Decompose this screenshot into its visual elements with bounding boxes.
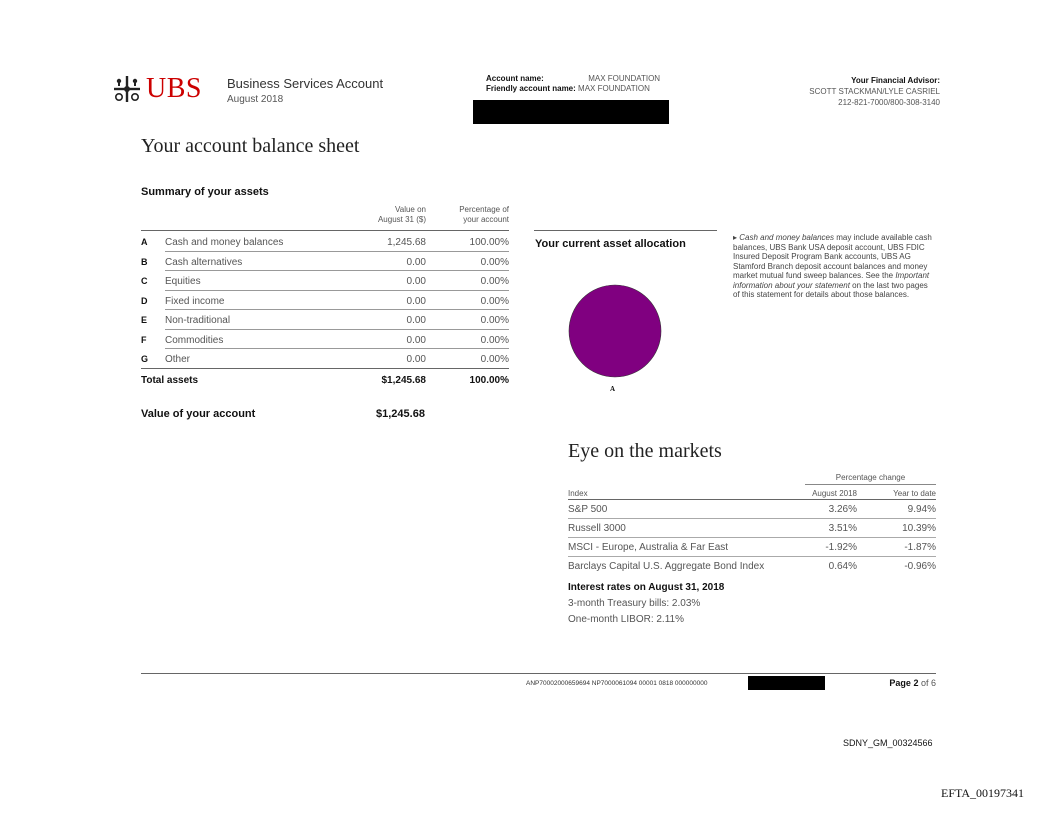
table-row: C Equities 0.00 0.00% <box>141 271 509 291</box>
table-row: F Commodities 0.00 0.00% <box>141 330 509 350</box>
allocation-rule <box>534 230 717 231</box>
keys-icon <box>112 74 142 104</box>
statement-period: August 2018 <box>227 94 284 105</box>
account-name-label: Account name: <box>486 74 544 83</box>
table-row: MSCI - Europe, Australia & Far East -1.92% -1.87% <box>568 538 936 557</box>
table-row: E Non-traditional 0.00 0.00% <box>141 310 509 330</box>
redaction-box <box>473 100 669 124</box>
pie-label: A <box>610 385 616 393</box>
logo-text: UBS <box>146 73 202 104</box>
table-row: A Cash and money balances 1,245.68 100.00% <box>141 232 509 252</box>
table-row: B Cash alternatives 0.00 0.00% <box>141 252 509 272</box>
footer-rule <box>141 673 936 674</box>
bates-number: SDNY_GM_00324566 <box>843 738 933 748</box>
table-header-rule <box>141 230 509 231</box>
account-type: Business Services Account <box>227 76 384 91</box>
account-value-label: Value of your account <box>141 408 256 420</box>
allocation-title: Your current asset allocation <box>535 238 686 250</box>
account-names <box>486 74 660 94</box>
treasury-rate: 3-month Treasury bills: 2.03% <box>568 598 701 609</box>
percentage-column-header: Percentage of your account <box>459 205 509 224</box>
percentage-change-header: Percentage change <box>835 473 906 482</box>
index-column-header: Index <box>568 489 588 498</box>
friendly-name-value: MAX FOUNDATION <box>578 84 650 93</box>
account-name-value: MAX FOUNDATION <box>588 74 661 83</box>
month-column-header: August 2018 <box>812 489 857 498</box>
summary-heading: Summary of your assets <box>141 186 269 198</box>
document-code: ANP70002000659694 NP7000061094 00001 0818 000000000 <box>526 680 708 687</box>
interest-rates-title: Interest rates on August 31, 2018 <box>568 582 725 593</box>
total-assets-pct: 100.00% <box>469 375 509 386</box>
markets-title: Eye on the markets <box>568 440 722 462</box>
pie-slice-a <box>569 285 661 377</box>
allocation-pie-chart <box>568 284 662 378</box>
advisor-names: SCOTT STACKMAN/LYLE CASRIEL <box>809 87 940 96</box>
libor-rate: One-month LIBOR: 2.11% <box>568 614 684 625</box>
table-row: Barclays Capital U.S. Aggregate Bond Index 0.64% -0.96% <box>568 561 936 572</box>
table-row: Russell 3000 3.51% 10.39% <box>568 519 936 538</box>
total-assets-value: $1,245.68 <box>381 375 426 386</box>
value-column-header: Value on August 31 ($) <box>377 205 426 224</box>
advisor-phone: 212-821-7000/800-308-3140 <box>838 98 940 107</box>
table-row: D Fixed income 0.00 0.00% <box>141 291 509 311</box>
advisor-label: Your Financial Advisor: <box>851 76 940 85</box>
bullet-arrow-icon: ▸ <box>733 233 740 242</box>
ytd-column-header: Year to date <box>893 489 936 498</box>
cash-balances-note: ▸ Cash and money balances may include available cash balances, UBS Bank USA deposit account, UBS FDIC Insured Deposit Program Bank accounts, UBS AG Stamford Branch deposit account balances and money market mutual fund sweep balances. See the Important information about your statement on the last two pages of this statement for details about those balances. <box>733 233 932 299</box>
total-assets-row <box>141 372 509 388</box>
page-number: Page 2 of 6 <box>889 678 936 688</box>
friendly-name-label: Friendly account name: <box>486 84 576 93</box>
total-assets-label: Total assets <box>141 375 199 386</box>
redaction-box <box>748 676 825 690</box>
table-row: G Other 0.00 0.00% <box>141 349 509 369</box>
efta-number: EFTA_00197341 <box>941 786 1025 800</box>
account-value: $1,245.68 <box>376 408 425 420</box>
financial-advisor <box>809 75 940 108</box>
ubs-logo <box>112 72 202 106</box>
page-title: Your account balance sheet <box>141 135 360 157</box>
table-row: S&P 500 3.26% 9.94% <box>568 500 936 519</box>
percentage-change-rule <box>805 484 936 485</box>
